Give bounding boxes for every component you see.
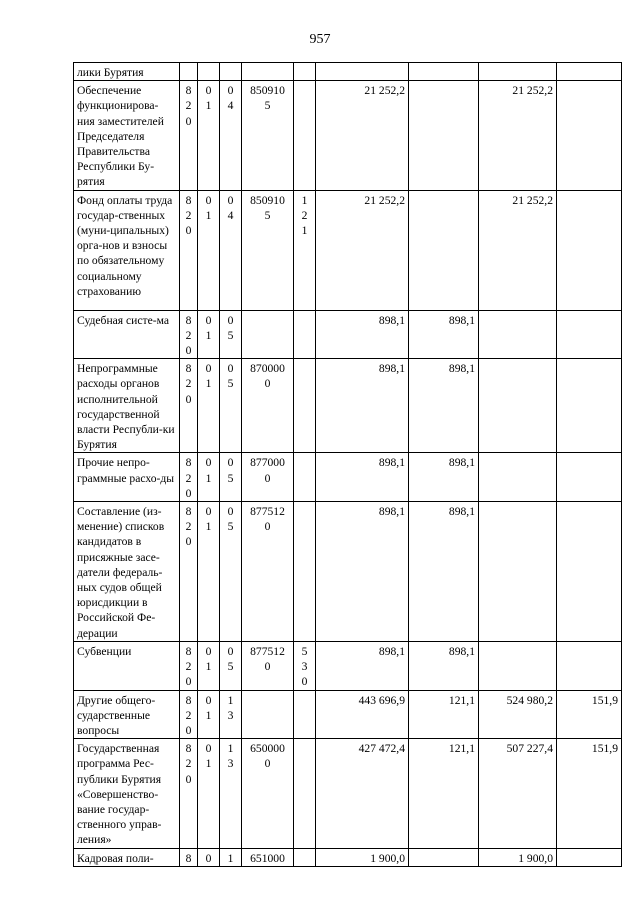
amount-total-1-text: 21 252,2 — [364, 193, 405, 207]
amount-total-1-text: 1 900,0 — [370, 851, 405, 865]
section-code-text: 0 1 — [205, 84, 212, 113]
amount-federal-1-text: 898,1 — [448, 505, 475, 519]
cell-section-code — [198, 502, 220, 642]
cell-admin-code — [180, 359, 198, 453]
cell-expense-type-code — [294, 359, 316, 453]
amount-total-1-text: 427 472,4 — [358, 742, 405, 756]
target-article-code-text: 650000 0 — [250, 742, 285, 771]
cell-amount-total-1 — [316, 453, 409, 502]
table-row — [74, 63, 622, 81]
amount-total-2-text: 507 227,4 — [506, 742, 553, 756]
cell-amount-total-1 — [316, 81, 409, 190]
cell-section-code — [198, 848, 220, 866]
cell-amount-total-2 — [479, 63, 557, 81]
cell-amount-federal-1 — [409, 502, 479, 642]
cell-section-code — [198, 310, 220, 359]
cell-subsection-code — [220, 848, 242, 866]
budget-table-body — [74, 63, 622, 867]
cell-row-name — [74, 502, 180, 642]
amount-federal-2-text: 151,9 — [591, 742, 618, 756]
subsection-code-text: 0 4 — [227, 84, 234, 113]
section-code-text: 0 1 — [205, 362, 212, 391]
cell-expense-type-code — [294, 190, 316, 310]
amount-federal-1-text: 898,1 — [448, 362, 475, 376]
cell-subsection-code — [220, 641, 242, 690]
cell-section-code — [198, 453, 220, 502]
section-code-text: 0 1 — [205, 313, 212, 342]
cell-target-article-code — [242, 739, 294, 848]
amount-federal-1-text: 121,1 — [448, 742, 475, 756]
table-row — [74, 641, 622, 690]
cell-admin-code — [180, 690, 198, 739]
amount-federal-1-text: 898,1 — [448, 644, 475, 658]
subsection-code-text: 0 4 — [227, 193, 234, 222]
admin-code-text: 8 2 0 — [185, 313, 192, 358]
cell-amount-total-2 — [479, 359, 557, 453]
cell-amount-federal-1 — [409, 848, 479, 866]
section-code-text: 0 1 — [205, 644, 212, 674]
admin-code-text: 8 2 0 — [185, 693, 192, 737]
cell-row-name — [74, 453, 180, 502]
cell-admin-code — [180, 502, 198, 642]
amount-total-1-text: 898,1 — [378, 456, 405, 470]
cell-subsection-code — [220, 310, 242, 359]
subsection-code-text: 0 5 — [227, 313, 234, 342]
cell-amount-federal-1 — [409, 641, 479, 690]
cell-amount-total-1 — [316, 359, 409, 453]
subsection-code-text: 1 3 — [227, 693, 234, 722]
cell-admin-code — [180, 190, 198, 310]
cell-row-name — [74, 739, 180, 848]
cell-amount-total-2 — [479, 739, 557, 848]
cell-amount-total-1 — [316, 690, 409, 739]
cell-amount-federal-1 — [409, 739, 479, 848]
row-name-text: Составление (из-менение) списков кандидатов в присяжные засе-датели федераль-ных судов общей юрисдикции в Российской Фе-дерации — [77, 505, 165, 640]
admin-code-text: 8 — [185, 851, 192, 865]
cell-target-article-code — [242, 453, 294, 502]
cell-row-name — [74, 81, 180, 190]
cell-admin-code — [180, 310, 198, 359]
amount-total-1-text: 898,1 — [378, 362, 405, 376]
section-code-text: 0 1 — [205, 505, 212, 534]
cell-expense-type-code — [294, 502, 316, 642]
cell-row-name — [74, 848, 180, 866]
cell-row-name — [74, 359, 180, 453]
cell-section-code — [198, 739, 220, 848]
cell-amount-federal-1 — [409, 63, 479, 81]
cell-amount-federal-2 — [557, 848, 622, 866]
cell-amount-federal-1 — [409, 310, 479, 359]
target-article-code-text: 870000 0 — [250, 362, 285, 391]
amount-total-2-text: 1 900,0 — [518, 851, 553, 865]
cell-amount-federal-2 — [557, 690, 622, 739]
cell-amount-total-1 — [316, 848, 409, 866]
cell-amount-federal-2 — [557, 63, 622, 81]
row-name-text: Фонд оплаты труда государ-ственных (муни-ципальных) орга-нов и взносы по обязательному социальному страхованию — [77, 193, 173, 298]
cell-subsection-code — [220, 739, 242, 848]
target-article-code-text: 877512 0 — [250, 644, 285, 674]
cell-expense-type-code — [294, 81, 316, 190]
subsection-code-text: 1 3 — [227, 742, 234, 771]
table-row — [74, 81, 622, 190]
cell-target-article-code — [242, 502, 294, 642]
admin-code-text: 8 2 0 — [185, 362, 192, 406]
cell-target-article-code — [242, 81, 294, 190]
subsection-code-text: 0 5 — [227, 362, 234, 391]
page-number: 957 — [309, 32, 331, 47]
cell-target-article-code — [242, 310, 294, 359]
table-row — [74, 739, 622, 848]
cell-amount-federal-2 — [557, 190, 622, 310]
cell-expense-type-code — [294, 739, 316, 848]
cell-amount-federal-2 — [557, 359, 622, 453]
row-name-text: лики Бурятия — [77, 66, 144, 79]
row-name-text: Государственная программа Рес-публики Бурятия «Совершенство-вание государ-ственного управ-ления» — [77, 742, 162, 847]
cell-target-article-code — [242, 641, 294, 690]
cell-amount-total-2 — [479, 502, 557, 642]
cell-expense-type-code — [294, 453, 316, 502]
cell-admin-code — [180, 848, 198, 866]
amount-total-1-text: 898,1 — [378, 644, 405, 658]
cell-subsection-code — [220, 502, 242, 642]
cell-target-article-code — [242, 690, 294, 739]
cell-subsection-code — [220, 63, 242, 81]
cell-section-code — [198, 690, 220, 739]
amount-federal-1-text: 898,1 — [448, 456, 475, 470]
cell-admin-code — [180, 63, 198, 81]
cell-amount-federal-1 — [409, 190, 479, 310]
section-code-text: 0 1 — [205, 742, 212, 771]
cell-expense-type-code — [294, 310, 316, 359]
target-article-code-text: 877512 0 — [250, 505, 285, 534]
table-row — [74, 359, 622, 453]
cell-subsection-code — [220, 81, 242, 190]
cell-target-article-code — [242, 190, 294, 310]
row-name-text: Прочие непро-граммные расхо-ды — [77, 456, 175, 485]
table-row — [74, 453, 622, 502]
amount-total-2-text: 524 980,2 — [506, 693, 553, 707]
cell-amount-total-1 — [316, 502, 409, 642]
cell-expense-type-code — [294, 63, 316, 81]
cell-row-name — [74, 641, 180, 690]
admin-code-text: 8 2 0 — [185, 505, 192, 549]
cell-expense-type-code — [294, 690, 316, 739]
table-row — [74, 502, 622, 642]
cell-expense-type-code — [294, 848, 316, 866]
cell-section-code — [198, 81, 220, 190]
amount-total-2-text: 21 252,2 — [512, 84, 553, 98]
cell-amount-federal-1 — [409, 690, 479, 739]
cell-target-article-code — [242, 848, 294, 866]
cell-target-article-code — [242, 359, 294, 453]
subsection-code-text: 0 5 — [227, 505, 234, 534]
cell-amount-federal-2 — [557, 453, 622, 502]
amount-total-1-text: 898,1 — [378, 313, 405, 327]
cell-amount-total-2 — [479, 690, 557, 739]
cell-row-name — [74, 63, 180, 81]
cell-expense-type-code — [294, 641, 316, 690]
subsection-code-text: 1 — [227, 851, 234, 865]
row-name-text: Судебная систе-ма — [77, 313, 170, 327]
cell-section-code — [198, 359, 220, 453]
cell-subsection-code — [220, 690, 242, 739]
row-name-text: Субвенции — [77, 644, 132, 658]
cell-amount-federal-2 — [557, 81, 622, 190]
cell-amount-total-2 — [479, 641, 557, 690]
cell-row-name — [74, 310, 180, 359]
section-code-text: 0 — [205, 851, 212, 865]
cell-admin-code — [180, 739, 198, 848]
cell-amount-total-2 — [479, 453, 557, 502]
cell-amount-total-2 — [479, 310, 557, 359]
cell-amount-federal-2 — [557, 739, 622, 848]
cell-admin-code — [180, 641, 198, 690]
cell-section-code — [198, 641, 220, 690]
admin-code-text: 8 2 0 — [185, 742, 192, 786]
cell-target-article-code — [242, 63, 294, 81]
subsection-code-text: 0 5 — [227, 644, 234, 674]
cell-subsection-code — [220, 453, 242, 502]
section-code-text: 0 1 — [205, 693, 212, 722]
amount-federal-2-text: 151,9 — [591, 693, 618, 707]
expense-type-code-text: 1 2 1 — [301, 193, 308, 238]
admin-code-text: 8 2 0 — [185, 84, 192, 128]
target-article-code-text: 877000 0 — [250, 456, 285, 485]
cell-amount-total-1 — [316, 739, 409, 848]
admin-code-text: 8 2 0 — [185, 193, 192, 238]
cell-amount-federal-2 — [557, 310, 622, 359]
cell-admin-code — [180, 81, 198, 190]
cell-amount-total-1 — [316, 63, 409, 81]
row-name-text: Другие общего-сударственные вопросы — [77, 693, 156, 737]
target-article-code-text: 850910 5 — [250, 193, 285, 222]
amount-total-1-text: 21 252,2 — [364, 84, 405, 98]
cell-amount-total-1 — [316, 641, 409, 690]
admin-code-text: 8 2 0 — [185, 644, 192, 689]
cell-amount-federal-1 — [409, 359, 479, 453]
section-code-text: 0 1 — [205, 456, 212, 485]
amount-federal-1-text: 121,1 — [448, 693, 475, 707]
cell-subsection-code — [220, 190, 242, 310]
table-row — [74, 848, 622, 866]
cell-section-code — [198, 190, 220, 310]
cell-amount-total-2 — [479, 190, 557, 310]
section-code-text: 0 1 — [205, 193, 212, 222]
expense-type-code-text: 5 3 0 — [301, 644, 308, 689]
cell-section-code — [198, 63, 220, 81]
row-name-text: Обеспечение функционирова-ния заместителей Председателя Правительства Республики Бу-рятия — [77, 84, 164, 189]
cell-amount-total-2 — [479, 848, 557, 866]
cell-amount-federal-2 — [557, 502, 622, 642]
cell-row-name — [74, 690, 180, 739]
table-row — [74, 310, 622, 359]
cell-admin-code — [180, 453, 198, 502]
cell-row-name — [74, 190, 180, 310]
cell-subsection-code — [220, 359, 242, 453]
row-name-text: Кадровая поли- — [77, 851, 154, 865]
cell-amount-total-1 — [316, 190, 409, 310]
subsection-code-text: 0 5 — [227, 456, 234, 485]
cell-amount-federal-1 — [409, 81, 479, 190]
amount-total-1-text: 443 696,9 — [358, 693, 405, 707]
amount-total-2-text: 21 252,2 — [512, 193, 553, 207]
amount-federal-1-text: 898,1 — [448, 313, 475, 327]
table-row — [74, 190, 622, 310]
table-row — [74, 690, 622, 739]
target-article-code-text: 850910 5 — [250, 84, 285, 113]
admin-code-text: 8 2 0 — [185, 456, 192, 500]
cell-amount-federal-1 — [409, 453, 479, 502]
cell-amount-federal-2 — [557, 641, 622, 690]
cell-amount-total-2 — [479, 81, 557, 190]
target-article-code-text: 651000 — [250, 851, 285, 865]
row-name-text: Непрограммные расходы органов исполнительной государственной власти Республи-ки Бурятия — [77, 362, 175, 452]
cell-amount-total-1 — [316, 310, 409, 359]
budget-table — [73, 62, 622, 867]
amount-total-1-text: 898,1 — [378, 505, 405, 519]
